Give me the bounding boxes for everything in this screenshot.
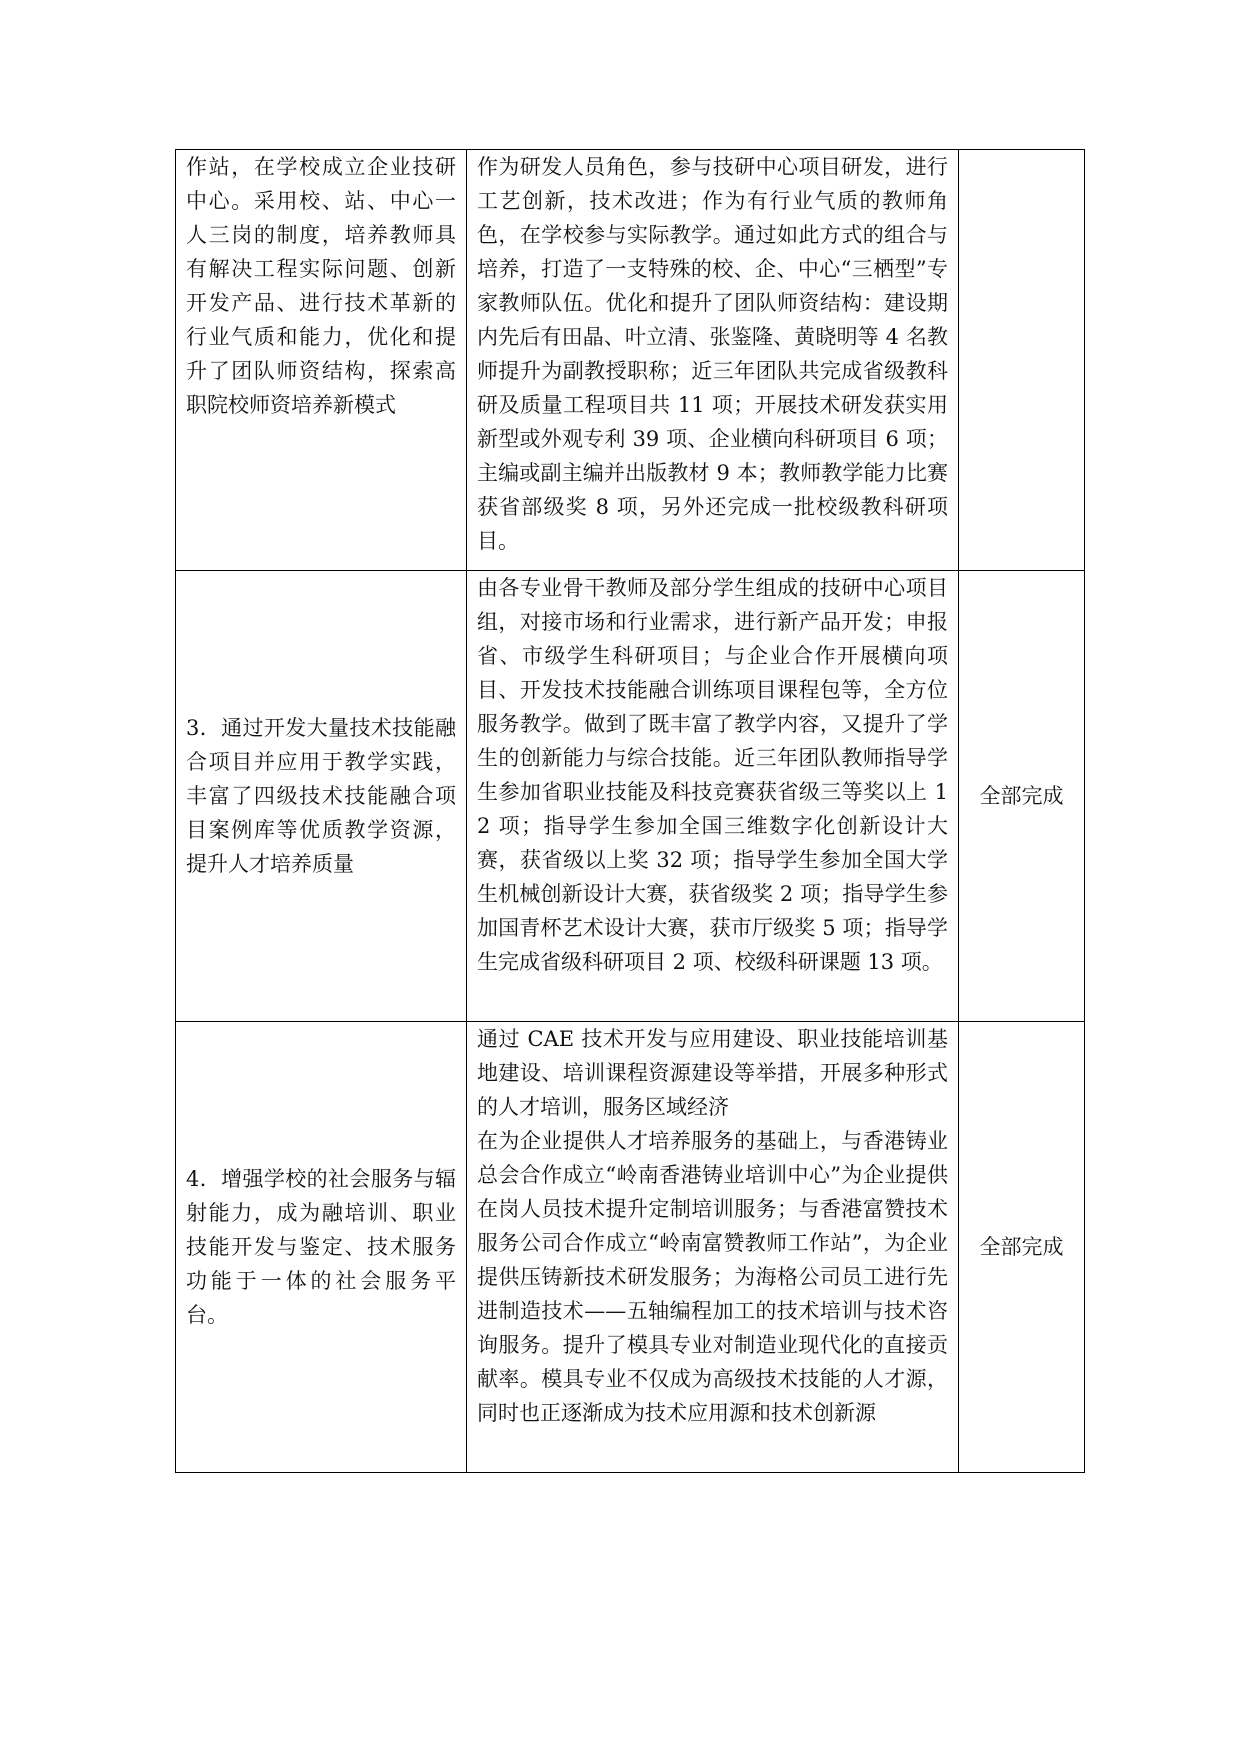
status-cell: 全部完成	[959, 571, 1085, 1022]
achievement-table	[175, 149, 1085, 1473]
goal-cell: 作站，在学校成立企业技研中心。采用校、站、中心一人三岗的制度，培养教师具有解决工程实际问题、创新开发产品、进行技术革新的行业气质和能力，优化和提升了团队师资结构，探索高职院校师资培养新模式	[176, 150, 467, 571]
measure-paragraph: 通过 CAE 技术开发与应用建设、职业技能培训基地建设、培训课程资源建设等举措，开展多种形式的人才培训，服务区域经济	[477, 1027, 948, 1119]
status-cell: 全部完成	[959, 1022, 1085, 1473]
status-cell	[959, 150, 1085, 571]
measure-cell: 由各专业骨干教师及部分学生组成的技研中心项目组，对接市场和行业需求，进行新产品开发；申报省、市级学生科研项目；与企业合作开展横向项目、开发技术技能融合训练项目课程包等，全方位服务教学。做到了既丰富了教学内容，又提升了学生的创新能力与综合技能。近三年团队教师指导学生参加省职业技能及科技竞赛获省级三等奖以上 12 项；指导学生参加全国三维数字化创新设计大赛，获省级以上奖 32 项；指导学生参加全国大学生机械创新设计大赛，获省级奖 2 项；指导学生参加国青杯艺术设计大赛，获市厅级奖 5 项；指导学生完成省级科研项目 2 项、校级科研课题 13 项。	[467, 571, 959, 1022]
table-row	[176, 571, 1085, 1022]
measure-cell: 作为研发人员角色，参与技研中心项目研发，进行工艺创新，技术改进；作为有行业气质的教师角色，在学校参与实际教学。通过如此方式的组合与培养，打造了一支特殊的校、企、中心“三栖型”专家教师队伍。优化和提升了团队师资结构：建设期内先后有田晶、叶立清、张鉴隆、黄晓明等 4 名教师提升为副教授职称；近三年团队共完成省级教科研及质量工程项目共 11 项；开展技术研发获实用新型或外观专利 39 项、企业横向科研项目 6 项；主编或副主编并出版教材 9 本；教师教学能力比赛获省部级奖 8 项，另外还完成一批校级教科研项目。	[467, 150, 959, 571]
table-row	[176, 1022, 1085, 1473]
measure-cell	[467, 1022, 959, 1473]
goal-cell: 3．通过开发大量技术技能融合项目并应用于教学实践，丰富了四级技术技能融合项目案例库等优质教学资源，提升人才培养质量	[176, 571, 467, 1022]
goal-cell: 4．增强学校的社会服务与辐射能力，成为融培训、职业技能开发与鉴定、技术服务功能于一体的社会服务平台。	[176, 1022, 467, 1473]
measure-paragraph: 在为企业提供人才培养服务的基础上，与香港铸业总会合作成立“岭南香港铸业培训中心”为企业提供在岗人员技术提升定制培训服务；与香港富赞技术服务公司合作成立“岭南富赞教师工作站”，为企业提供压铸新技术研发服务；为海格公司员工进行先进制造技术——五轴编程加工的技术培训与技术咨询服务。提升了模具专业对制造业现代化的直接贡献率。模具专业不仅成为高级技术技能的人才源，同时也正逐渐成为技术应用源和技术创新源	[477, 1129, 948, 1425]
table-row	[176, 150, 1085, 571]
